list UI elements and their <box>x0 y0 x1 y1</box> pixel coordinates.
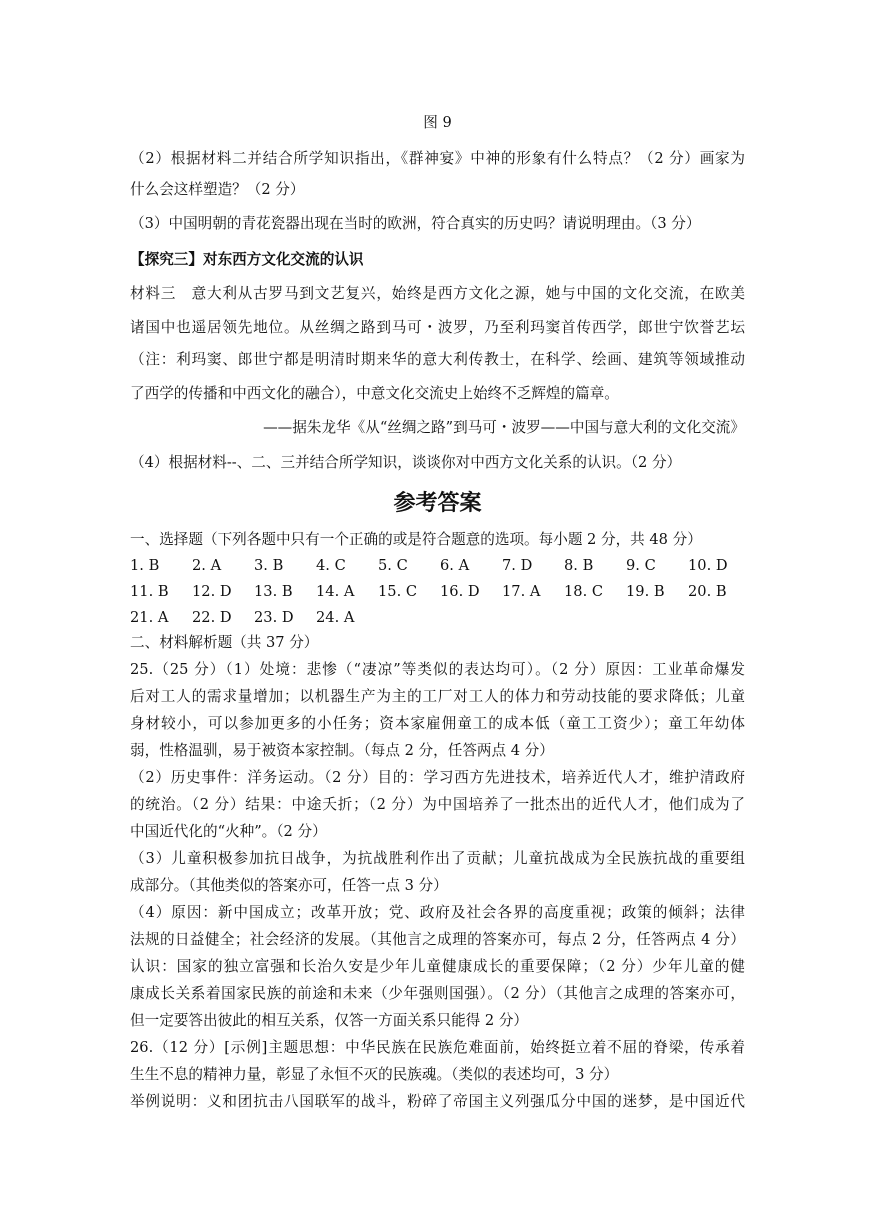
answer-line: 举例说明：义和团抗击八国联军的战斗，粉碎了帝国主义列强瓜分中国的迷梦，是中国近代 <box>130 1093 745 1110</box>
question-2-line-2: 什么会这样塑造？（2 分） <box>130 181 305 198</box>
choice-answer: 11. B <box>130 583 169 600</box>
material-3-line-4: 了西学的传播和中西文化的融合），中意文化交流史上始终不乏辉煌的篇章。 <box>130 385 619 402</box>
choice-answer: 14. A <box>316 583 355 600</box>
answer-line: （4）原因：新中国成立；改革开放；党、政府及社会各界的高度重视；政策的倾斜；法律 <box>130 904 745 921</box>
answer-line: 后对工人的需求量增加；以机器生产为主的工厂对工人的体力和劳动技能的要求降低；儿童 <box>130 688 745 705</box>
choice-answer: 7. D <box>502 557 533 574</box>
answer-line: 26.（12 分）[示例]主题思想：中华民族在民族危难面前，始终挺立着不屈的脊梁，传承着 <box>130 1039 745 1056</box>
material-3-line-2: 诸国中也遥居领先地位。从丝绸之路到马可・波罗，乃至利玛窦首传西学，郎世宁饮誉艺坛 <box>130 319 745 336</box>
answer-line: 25.（25 分）（1）处境：悲惨（“凄凉”等类似的表达均可）。（2 分）原因：工业革命爆发 <box>130 661 745 678</box>
question-2-line-1: （2）根据材料二并结合所学知识指出，《群神宴》中神的形象有什么特点？（2 分）画家为 <box>130 150 745 167</box>
material-3-source: ——据朱龙华《从“丝绸之路”到马可・波罗——中国与意大利的文化交流》 <box>263 419 745 436</box>
answer-line: 中国近代化的“火种”。（2 分） <box>130 823 327 840</box>
answer-line: 但一定要答出彼此的相互关系，仅答一方面关系只能得 2 分） <box>130 1012 529 1029</box>
choice-answer: 10. D <box>688 557 728 574</box>
choice-answer: 3. B <box>254 557 284 574</box>
answer-line: 成部分。（其他类似的答案亦可，任答一点 3 分） <box>130 877 448 894</box>
answer-line: 康成长关系着国家民族的前途和未来（少年强则国强）。（2 分）（其他言之成理的答案亦可， <box>130 985 745 1002</box>
choice-answer: 19. B <box>626 583 665 600</box>
choice-answer: 24. A <box>316 609 355 626</box>
figure-caption: 图 9 <box>423 114 452 131</box>
answer-key-title: 参考答案 <box>393 491 482 516</box>
section-3-heading: 【探究三】对东西方文化交流的认识 <box>130 251 364 268</box>
choice-answer: 9. C <box>626 557 656 574</box>
choice-answer: 20. B <box>688 583 727 600</box>
choice-answer: 23. D <box>254 609 294 626</box>
question-4: （4）根据材料--、二、三并结合所学知识，谈谈你对中西方文化关系的认识。（2 分） <box>130 454 682 471</box>
section-2-heading: 二、材料解析题（共 37 分） <box>130 634 319 651</box>
question-3: （3）中国明朝的青花瓷器出现在当时的欧洲，符合真实的历史吗？请说明理由。（3 分） <box>130 215 701 232</box>
choice-answer: 18. C <box>564 583 604 600</box>
choice-answer-row <box>130 582 745 602</box>
choice-answer: 15. C <box>378 583 418 600</box>
answer-line: （3）儿童积极参加抗日战争，为抗战胜利作出了贡献；儿童抗战成为全民族抗战的重要组 <box>130 850 745 867</box>
choice-answer: 4. C <box>316 557 346 574</box>
choice-answer: 5. C <box>378 557 408 574</box>
answer-line: 认识：国家的独立富强和长治久安是少年儿童健康成长的重要保障；（2 分）少年儿童的健 <box>130 958 745 975</box>
choice-answer: 8. B <box>564 557 594 574</box>
answer-line: 弱，性格温驯，易于被资本家控制。（每点 2 分，任答两点 4 分） <box>130 742 554 759</box>
choice-answer: 13. B <box>254 583 293 600</box>
answer-line: 身材较小，可以参加更多的小任务；资本家雇佣童工的成本低（童工工资少）；童工年幼体 <box>130 715 745 732</box>
answer-line: 生生不息的精神力量，彰显了永恒不灭的民族魂。（类似的表述均可，3 分） <box>130 1066 619 1083</box>
section-1-heading: 一、选择题（下列各题中只有一个正确的或是符合题意的选项。每小题 2 分，共 48 分） <box>130 531 702 548</box>
choice-answer: 2. A <box>192 557 222 574</box>
material-3-line-3: （注：利玛窦、郎世宁都是明清时期来华的意大利传教士，在科学、绘画、建筑等领域推动 <box>130 351 745 368</box>
choice-answer: 12. D <box>192 583 232 600</box>
choice-answer: 1. B <box>130 557 160 574</box>
answer-line: （2）历史事件：洋务运动。（2 分）目的：学习西方先进技术，培养近代人才，维护清政府 <box>130 769 745 786</box>
material-3-line-1: 材料三 意大利从古罗马到文艺复兴，始终是西方文化之源，她与中国的文化交流，在欧美 <box>130 285 745 302</box>
choice-answer: 22. D <box>192 609 232 626</box>
choice-answer-row <box>130 608 745 628</box>
answer-line: 法规的日益健全；社会经济的发展。（其他言之成理的答案亦可，每点 2 分，任答两点 4 分） <box>130 931 745 948</box>
choice-answer: 6. A <box>440 557 470 574</box>
choice-answer-row <box>130 556 745 576</box>
choice-answer: 17. A <box>502 583 541 600</box>
answer-line: 的统治。（2 分）结果：中途夭折；（2 分）为中国培养了一批杰出的近代人才，他们成为了 <box>130 796 745 813</box>
choice-answer: 16. D <box>440 583 480 600</box>
choice-answer: 21. A <box>130 609 169 626</box>
